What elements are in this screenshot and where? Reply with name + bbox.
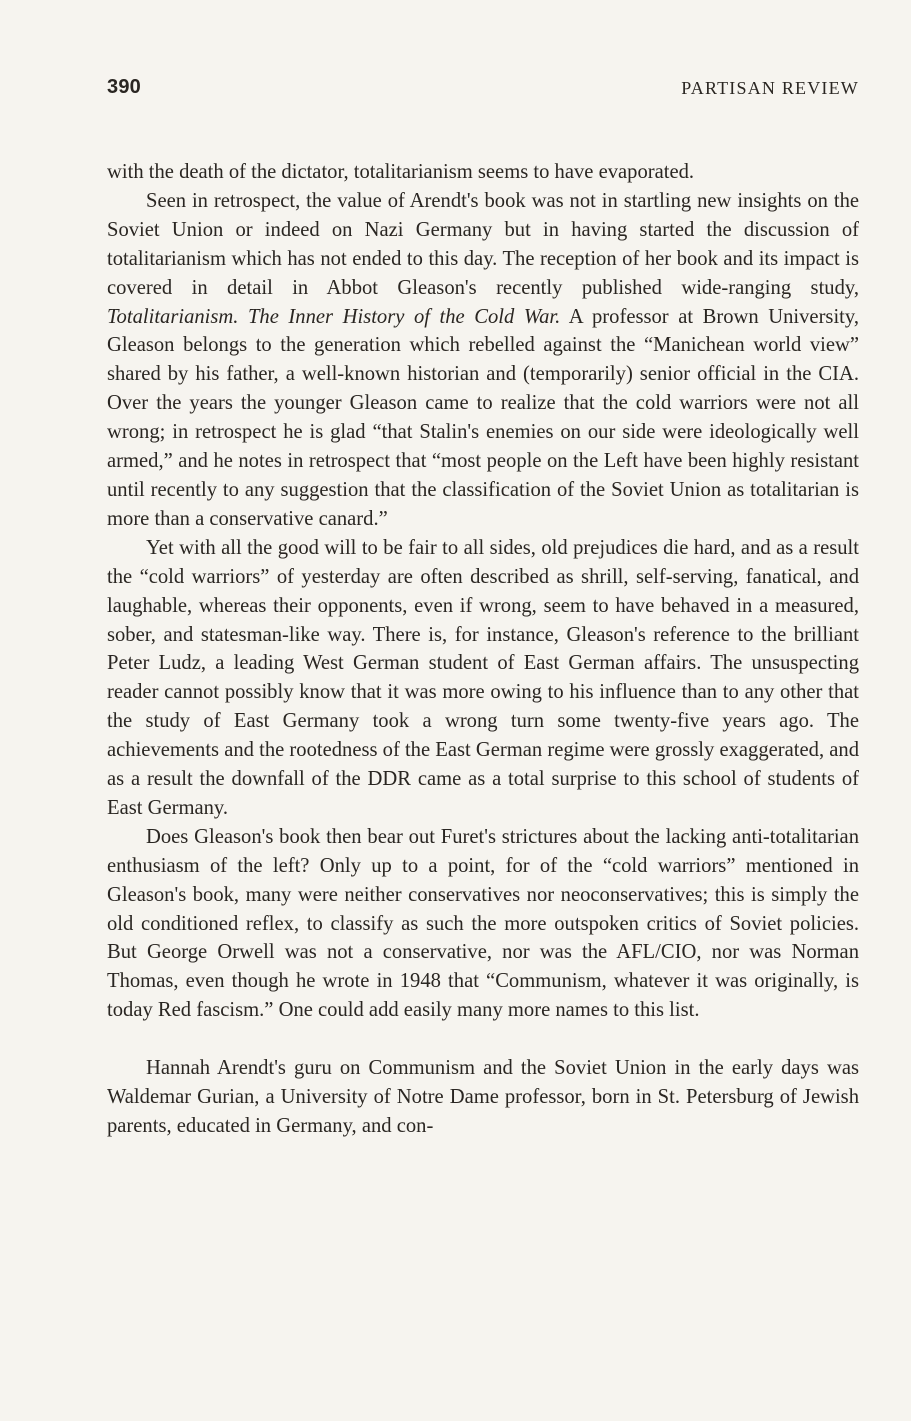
page-number: 390 <box>107 76 141 98</box>
paragraph <box>107 823 859 1025</box>
italic-book-title: Totalitarianism. The Inner History of the Cold War. <box>107 305 561 328</box>
paragraph-text: Seen in retrospect, the value of Arendt's book was not in startling new insights on the Soviet Union or indeed on Nazi Germany but in having started the discussion of totalitarianism which has not ended to this day. The reception of her book and its impact is covered in detail in Abbot Gleason's recently published wide-ranging study, <box>107 189 859 299</box>
paragraph-text: Does Gleason's book then bear out Furet's strictures about the lacking anti-totalitarian enthusiasm of the left? Only up to a point, for of the “cold warriors” mentioned in Gleason's book, many were neither conservatives nor neoconservatives; this is simply the old conditioned reflex, to classify as such the more outspoken critics of Soviet policies. But George Orwell was not a conservative, nor was the AFL/CIO, nor was Norman Thomas, even though he wrote in 1948 that “Communism, whatever it was originally, is today Red fascism.” One could add easily many more names to this list. <box>107 825 859 1022</box>
paragraph <box>107 187 859 534</box>
paragraph-text: with the death of the dictator, totalitarianism seems to have evaporated. <box>107 161 695 183</box>
paragraph-text: Yet with all the good will to be fair to all sides, old prejudices die hard, and as a result the “cold warriors” of yesterday are often described as shrill, self-serving, fanatical, and laughable, whereas their opponents, even if wrong, seem to have behaved in a measured, sober, and statesman-like way. There is, for instance, Gleason's reference to the brilliant Peter Ludz, a leading West German student of East German affairs. The unsuspecting reader cannot possibly know that it was more owing to his influence than to any other that the study of East Germany took a wrong turn some twenty-five years ago. The achievements and the rootedness of the East German regime were grossly exaggerated, and as a result the downfall of the DDR came as a total surprise to this school of students of East Germany. <box>107 536 859 819</box>
paragraph-text: A professor at Brown University, Gleason belongs to the generation which rebelled against the “Manichean world view” shared by his father, a well-known historian and (temporarily) senior official in the CIA. Over the years the younger Gleason came to realize that the cold warriors were not all wrong; in retrospect he is glad “that Stalin's enemies on our side were ideologically well armed,” and he notes in retrospect that “most people on the Left have been highly resistant until recently to any suggestion that the classification of the Soviet Union as totalitarian is more than a conservative canard.” <box>107 305 859 530</box>
running-head <box>107 76 859 106</box>
body-text <box>107 158 859 1141</box>
journal-title: PARTISAN REVIEW <box>681 78 859 98</box>
paragraph <box>107 534 859 823</box>
paragraph <box>107 1054 859 1141</box>
paragraph-text: Hannah Arendt's guru on Communism and the Soviet Union in the early days was Waldemar Gurian, a University of Notre Dame professor, born in St. Petersburg of Jewish parents, educated in Germany, and con- <box>107 1057 859 1137</box>
paragraph <box>107 158 859 187</box>
